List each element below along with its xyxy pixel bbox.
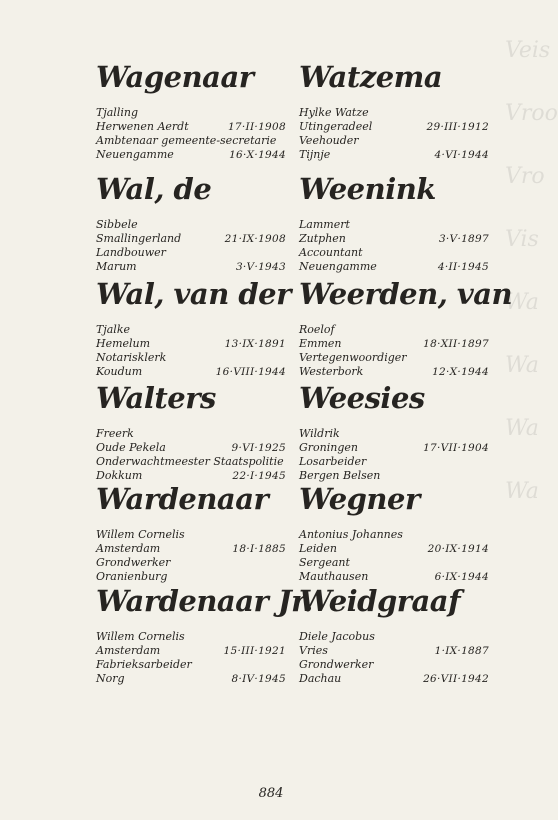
birth-date: 9·VI·1925 bbox=[231, 442, 286, 454]
death-place: Norg bbox=[96, 672, 125, 685]
death-place: Bergen Belsen bbox=[299, 469, 381, 482]
occupation: Onderwachtmeester Staatspolitie bbox=[96, 455, 284, 468]
birth-date: 3·V·1897 bbox=[438, 233, 489, 245]
surname: Watzema bbox=[299, 60, 443, 94]
birth-place: Leiden bbox=[299, 542, 337, 555]
death-place: Neuengamme bbox=[96, 148, 174, 161]
death-place: Marum bbox=[96, 260, 137, 273]
birth-date: 1·IX·1887 bbox=[434, 645, 489, 657]
surname: Wagenaar bbox=[96, 60, 254, 94]
first-names: Lammert bbox=[299, 218, 350, 231]
birth-date: 18·XII·1897 bbox=[423, 338, 489, 350]
birth-place: Vries bbox=[299, 644, 328, 657]
entry-right-3 bbox=[299, 381, 489, 482]
first-names: Sibbele bbox=[96, 218, 138, 231]
death-place: Dachau bbox=[299, 672, 342, 685]
surname: Weerden, van bbox=[299, 277, 513, 311]
death-date: 4·II·1945 bbox=[437, 261, 489, 273]
entry-left-3 bbox=[96, 381, 286, 482]
death-date: 16·X·1944 bbox=[229, 149, 286, 161]
occupation: Ambtenaar gemeente-secretarie bbox=[96, 134, 277, 147]
entry-left-0 bbox=[96, 60, 286, 172]
death-place: Neuengamme bbox=[299, 260, 377, 273]
occupation: Sergeant bbox=[299, 556, 350, 569]
death-date: 6·IX·1944 bbox=[434, 571, 489, 583]
occupation: Veehouder bbox=[299, 134, 359, 147]
first-names: Tjalling bbox=[96, 106, 138, 119]
surname: Wal, van der bbox=[96, 277, 291, 311]
entry-right-2 bbox=[299, 277, 513, 381]
birth-date: 29·III·1912 bbox=[426, 121, 489, 133]
death-place: Tijnje bbox=[299, 148, 331, 161]
surname: Weenink bbox=[299, 172, 436, 206]
death-place: Mauthausen bbox=[299, 570, 369, 583]
surname: Weesies bbox=[299, 381, 425, 415]
death-place: Koudum bbox=[96, 365, 143, 378]
birth-date: 18·I·1885 bbox=[232, 543, 286, 555]
entry-right-0 bbox=[299, 60, 489, 172]
occupation: Losarbeider bbox=[299, 455, 367, 468]
birth-place: Amsterdam bbox=[96, 644, 161, 657]
birth-place: Oude Pekela bbox=[96, 441, 166, 454]
entry-left-5 bbox=[96, 584, 313, 688]
first-names: Roelof bbox=[299, 323, 335, 336]
birth-date: 20·IX·1914 bbox=[427, 543, 489, 555]
entry-left-4 bbox=[96, 482, 286, 584]
entry-left-1 bbox=[96, 172, 286, 277]
death-place: Oranienburg bbox=[96, 570, 168, 583]
entry-left-2 bbox=[96, 277, 291, 381]
birth-date: 17·VII·1904 bbox=[423, 442, 489, 454]
occupation: Grondwerker bbox=[96, 556, 171, 569]
occupation: Landbouwer bbox=[96, 246, 166, 259]
death-date: 3·V·1943 bbox=[235, 261, 286, 273]
right-column bbox=[299, 60, 513, 688]
death-place: Westerbork bbox=[299, 365, 364, 378]
occupation: Vertegenwoordiger bbox=[299, 351, 407, 364]
left-column bbox=[96, 60, 313, 688]
birth-date: 15·III·1921 bbox=[223, 645, 286, 657]
birth-place: Amsterdam bbox=[96, 542, 161, 555]
birth-place: Herwenen Aerdt bbox=[96, 120, 189, 133]
death-date: 12·X·1944 bbox=[432, 366, 489, 378]
first-names: Diele Jacobus bbox=[299, 630, 375, 643]
surname: Walters bbox=[96, 381, 216, 415]
entry-right-4 bbox=[299, 482, 489, 584]
occupation: Notarisklerk bbox=[96, 351, 167, 364]
first-names: Freerk bbox=[96, 427, 134, 440]
bleed-through-text: Veis Vroo Vro Vis Wa Wa Wa Wa bbox=[505, 38, 558, 504]
birth-place: Groningen bbox=[299, 441, 358, 454]
birth-place: Emmen bbox=[299, 337, 342, 350]
occupation: Accountant bbox=[299, 246, 363, 259]
death-date: 8·IV·1945 bbox=[231, 673, 286, 685]
birth-place: Smallingerland bbox=[96, 232, 182, 245]
death-date: 26·VII·1942 bbox=[423, 673, 489, 685]
surname: Wal, de bbox=[96, 172, 212, 206]
surname: Wardenaar bbox=[96, 482, 269, 516]
birth-place: Zutphen bbox=[299, 232, 346, 245]
first-names: Wildrik bbox=[299, 427, 340, 440]
surname: Weidgraaf bbox=[299, 584, 461, 618]
death-date: 16·VIII·1944 bbox=[215, 366, 286, 378]
entry-right-5 bbox=[299, 584, 489, 688]
birth-date: 13·IX·1891 bbox=[224, 338, 286, 350]
birth-date: 21·IX·1908 bbox=[224, 233, 286, 245]
death-place: Dokkum bbox=[96, 469, 143, 482]
death-date: 22·I·1945 bbox=[232, 470, 286, 482]
birth-place: Hemelum bbox=[96, 337, 151, 350]
occupation: Grondwerker bbox=[299, 658, 374, 671]
page-number: 884 bbox=[258, 786, 284, 801]
first-names: Antonius Johannes bbox=[299, 528, 403, 541]
first-names: Tjalke bbox=[96, 323, 130, 336]
first-names: Hylke Watze bbox=[299, 106, 369, 119]
surname: Wegner bbox=[299, 482, 420, 516]
first-names: Willem Cornelis bbox=[96, 630, 185, 643]
first-names: Willem Cornelis bbox=[96, 528, 185, 541]
death-date: 4·VI·1944 bbox=[434, 149, 489, 161]
surname: Wardenaar Jr. bbox=[96, 584, 313, 618]
occupation: Fabrieksarbeider bbox=[96, 658, 192, 671]
entry-right-1 bbox=[299, 172, 489, 277]
birth-date: 17·II·1908 bbox=[227, 121, 286, 133]
birth-place: Utingeradeel bbox=[299, 120, 373, 133]
